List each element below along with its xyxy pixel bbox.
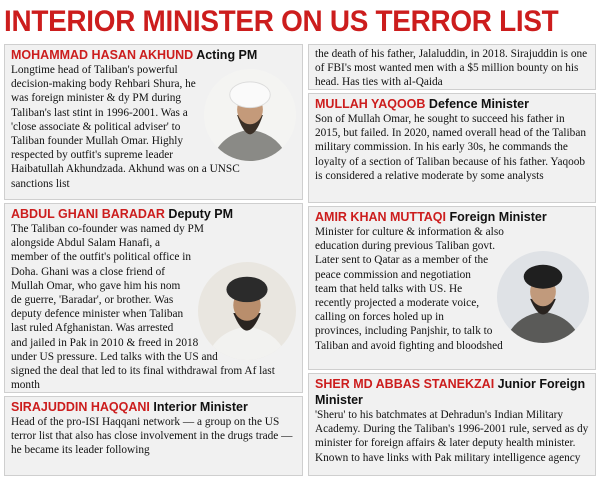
profile-yaqoob [308, 93, 596, 203]
akhund-photo [204, 69, 296, 161]
profile-bio: Minister for culture & information & also education during previous Taliban govt. Later sent to Qatar as a member of the peace commission and negotiation team that held talks with US. He recently projected a moderate voice, calling on forces holed up in provinces, including Panjshir, to talk to Taliban and avoid fighting and bloodshed [315, 226, 504, 352]
profile-heading [315, 209, 589, 225]
profile-heading [315, 96, 589, 112]
page-headline: INTERIOR MINISTER ON US TERROR LIST [4, 5, 559, 38]
profile-name: SHER MD ABBAS STANEKZAI [315, 377, 495, 391]
profile-akhund [4, 44, 303, 200]
profile-role: Junior Foreign Minister [315, 377, 586, 407]
baradar-photo [198, 262, 296, 360]
profile-role: Acting PM [196, 48, 258, 62]
profile-haqqani-continued [308, 44, 596, 90]
profile-bio: 'Sheru' to his batchmates at Dehradun's Indian Military Academy. During the Taliban's 1996-2001 rule, served as dy minister for foreign affairs & later deputy health minister. Known to have links with Pak military intelligence agency [315, 409, 589, 464]
profile-stanekzai [308, 373, 596, 476]
profile-bio: Head of the pro-ISI Haqqani network — a group on the US terror list that also has close involvement in the drugs trade — he became its leader following [11, 416, 293, 457]
portrait-image [497, 251, 589, 343]
profile-role: Defence Minister [428, 97, 529, 111]
muttaqi-photo [497, 251, 589, 343]
profile-heading [11, 399, 296, 415]
profile-role: Deputy PM [168, 207, 234, 221]
profile-bio: The Taliban co-founder was named dy PM alongside Abdul Salam Hanafi, a member of the outfit's political office in Doha. Ghani was a close friend of Mullah Omar, who gave him his nom de guerre, 'Baradar', or brother. Was deputy defence minister when Taliban last ruled Afghanistan. Was arrested and jailed in Pak in 2010 & freed in 2018 under US pressure. Led talks with the US and signed the deal that led to its final withdrawal from Af last month [11, 223, 275, 392]
profile-name: MOHAMMAD HASAN AKHUND [11, 48, 194, 62]
profile-muttaqi [308, 206, 596, 370]
profile-baradar [4, 203, 303, 393]
profile-heading [11, 206, 296, 222]
profile-role: Interior Minister [153, 400, 248, 414]
profile-haqqani [4, 396, 303, 476]
profile-heading [11, 47, 296, 63]
profile-name: SIRAJUDDIN HAQQANI [11, 400, 150, 414]
profile-name: MULLAH YAQOOB [315, 97, 426, 111]
profile-role: Foreign Minister [449, 210, 547, 224]
right-column [308, 44, 596, 476]
portrait-image [204, 69, 296, 161]
profile-name: AMIR KHAN MUTTAQI [315, 210, 446, 224]
profile-bio: Longtime head of Taliban's powerful decision-making body Rehbari Shura, he was foreign minister & dy PM during Taliban's last stint in 1996-2001. Was a 'close associate & political adviser' to Taliban founder Mullah Omar. Highly respected by outfit's supreme leader Haibatullah Akhundzada. Akhund was on a UNSC sanctions list [11, 64, 240, 190]
profile-bio: Son of Mullah Omar, he sought to succeed his father in 2015, but failed. In 2020, named overall head of the Taliban military commission. In his early 30s, he commands the loyalty of a section of Taliban because of his father. Yaqoob is considered a relative moderate by some analysts [315, 113, 586, 182]
left-column [4, 44, 303, 476]
profile-heading [315, 376, 589, 408]
portrait-image [198, 262, 296, 360]
profile-bio-continued: the death of his father, Jalaluddin, in 2018. Sirajuddin is one of FBI's most wanted men with a $5 million bounty on his head. Has ties with al-Qaida [315, 48, 588, 89]
profile-name: ABDUL GHANI BARADAR [11, 207, 165, 221]
